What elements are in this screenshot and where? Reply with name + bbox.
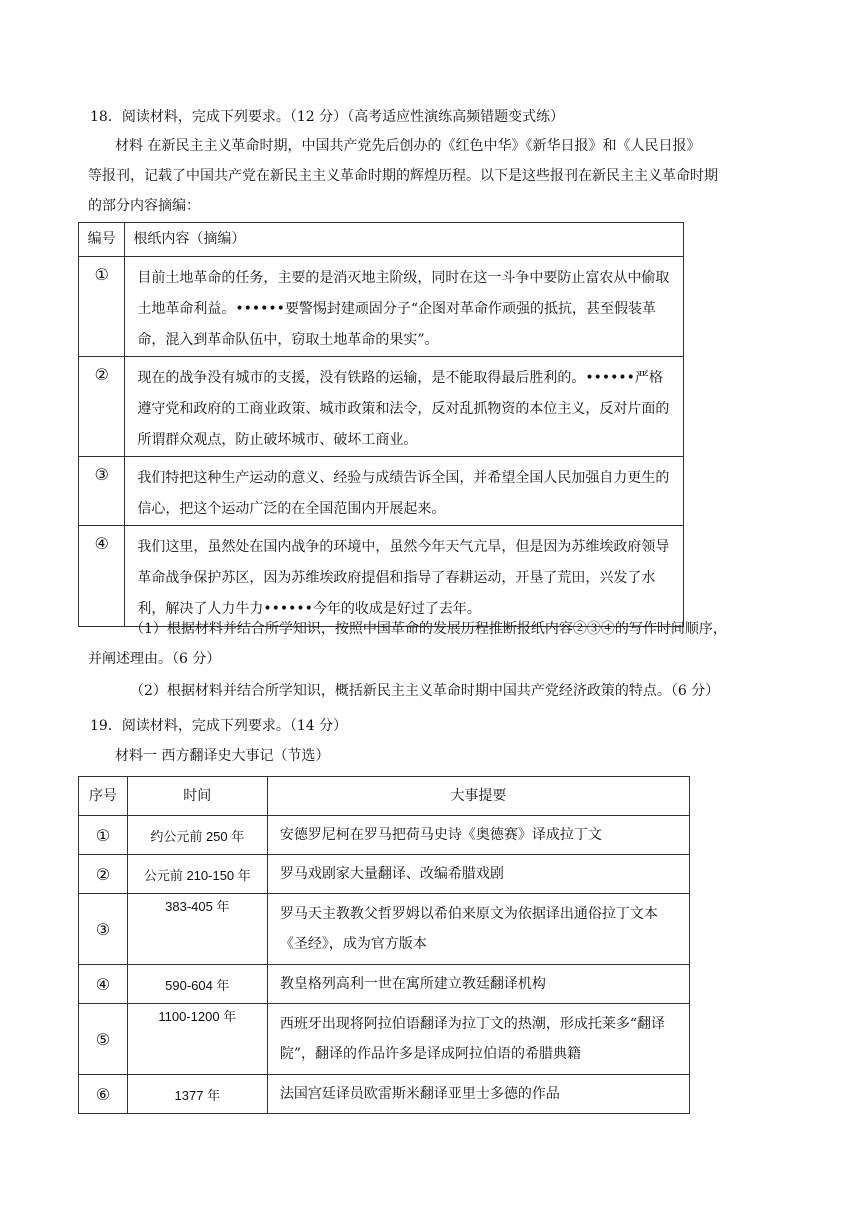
material-18-line-3: 的部分内容摘编： — [88, 198, 200, 214]
row-number: ③ — [94, 465, 109, 484]
row-time: 590-604 年 — [127, 965, 267, 1004]
row-time: 383-405 年 — [127, 894, 267, 965]
header-time: 时间 — [127, 777, 267, 816]
row-event: 法国宫廷译员欧雷斯米翻译亚里士多德的作品 — [279, 1086, 560, 1102]
row-number: ③ — [95, 919, 111, 939]
table-row — [79, 816, 690, 855]
table-header-row — [79, 223, 684, 257]
row-text: 目前土地革命的任务，主要的是消灭地主阶级，同时在这一斗争中要防止富农从中偷取土地革命利益。••••••要警惕封建顽固分子“企图对革命作顽强的抵抗，甚至假装革命，混入到革命队伍中，窃取土地革命的果实”。 — [137, 270, 670, 348]
row-event: 罗马戏剧家大量翻译、改编希腊戏剧 — [279, 866, 504, 882]
header-event: 大事提要 — [267, 777, 689, 816]
row-time: 约公元前 250 年 — [127, 816, 267, 855]
question-19-title: 19．阅读材料，完成下列要求。（14 分） — [90, 718, 348, 734]
sub-question-2: （2）根据材料并结合所学知识，概括新民主主义革命时期中国共产党经济政策的特点。（6 分） — [130, 683, 720, 699]
table-row — [79, 855, 690, 894]
material-18-line-1: 材料 在新民主主义革命时期，中国共产党先后创办的《红色中华》《新华日报》和《人民日报》 — [115, 138, 701, 154]
row-event: 西班牙出现将阿拉伯语翻译为拉丁文的热潮，形成托莱多“翻译院”，翻译的作品许多是译成阿拉伯语的希腊典籍 — [279, 1016, 666, 1062]
row-time: 公元前 210-150 年 — [127, 855, 267, 894]
question-18-title: 18．阅读材料，完成下列要求。（12 分）（高考适应性演练高频错题变式练） — [90, 109, 565, 125]
newspaper-excerpt-table — [78, 222, 684, 627]
row-event: 教皇格列高利一世在寓所建立教廷翻译机构 — [279, 976, 546, 992]
material-19-caption: 材料一 西方翻译史大事记（节选） — [115, 748, 330, 764]
row-number: ④ — [94, 534, 109, 553]
table-row — [79, 457, 684, 526]
table-row — [79, 965, 690, 1004]
sub-question-1-line-1: （1）根据材料并结合所学知识，按照中国革命的发展历程推断报纸内容②③④的写作时间顺序， — [130, 621, 727, 637]
table-row — [79, 526, 684, 627]
row-number: ⑤ — [95, 1029, 111, 1049]
header-seq: 序号 — [79, 777, 128, 816]
row-number: ① — [95, 825, 111, 845]
row-text: 我们特把这种生产运动的意义、经验与成绩告诉全国，并希望全国人民加强自力更生的信心，把这个运动广泛的在全国范围内开展起来。 — [137, 470, 670, 517]
translation-history-table — [78, 776, 690, 1114]
table-header-row — [79, 777, 690, 816]
row-number: ② — [95, 864, 111, 884]
row-text: 现在的战争没有城市的支援，没有铁路的运输，是不能取得最后胜利的。••••••严格遵守党和政府的工商业政策、城市政策和法令，反对乱抓物资的本位主义，反对片面的所谓群众观点，防止破坏城市、破坏工商业。 — [137, 370, 670, 448]
table-row — [79, 1075, 690, 1114]
row-event: 罗马天主教教父哲罗姆以希伯来原文为依据译出通俗拉丁文本《圣经》，成为官方版本 — [279, 906, 658, 952]
row-text: 我们这里，虽然处在国内战争的环境中，虽然今年天气亢旱，但是因为苏维埃政府领导革命战争保护苏区，因为苏维埃政府提倡和指导了春耕运动，开垦了荒田，兴发了水利，解决了人力牛力••••••今年的收成是好过了去年。 — [137, 539, 670, 617]
header-content: 根纸内容（摘编） — [125, 223, 684, 257]
table-row — [79, 894, 690, 965]
material-18-line-2: 等报刊，记载了中国共产党在新民主主义革命时期的辉煌历程。以下是这些报刊在新民主主义革命时期 — [88, 168, 718, 184]
row-number: ① — [94, 265, 109, 284]
row-number: ④ — [95, 974, 111, 994]
header-number: 编号 — [79, 223, 125, 257]
sub-question-1-line-2: 并阐述理由。（6 分） — [88, 651, 221, 667]
row-event: 安德罗尼柯在罗马把荷马史诗《奥德赛》译成拉丁文 — [279, 827, 602, 843]
row-number: ⑥ — [95, 1084, 111, 1104]
table-row — [79, 357, 684, 457]
row-time: 1377 年 — [127, 1075, 267, 1114]
table-row — [79, 257, 684, 357]
table-row — [79, 1004, 690, 1075]
row-time: 1100-1200 年 — [127, 1004, 267, 1075]
row-number: ② — [94, 365, 109, 384]
